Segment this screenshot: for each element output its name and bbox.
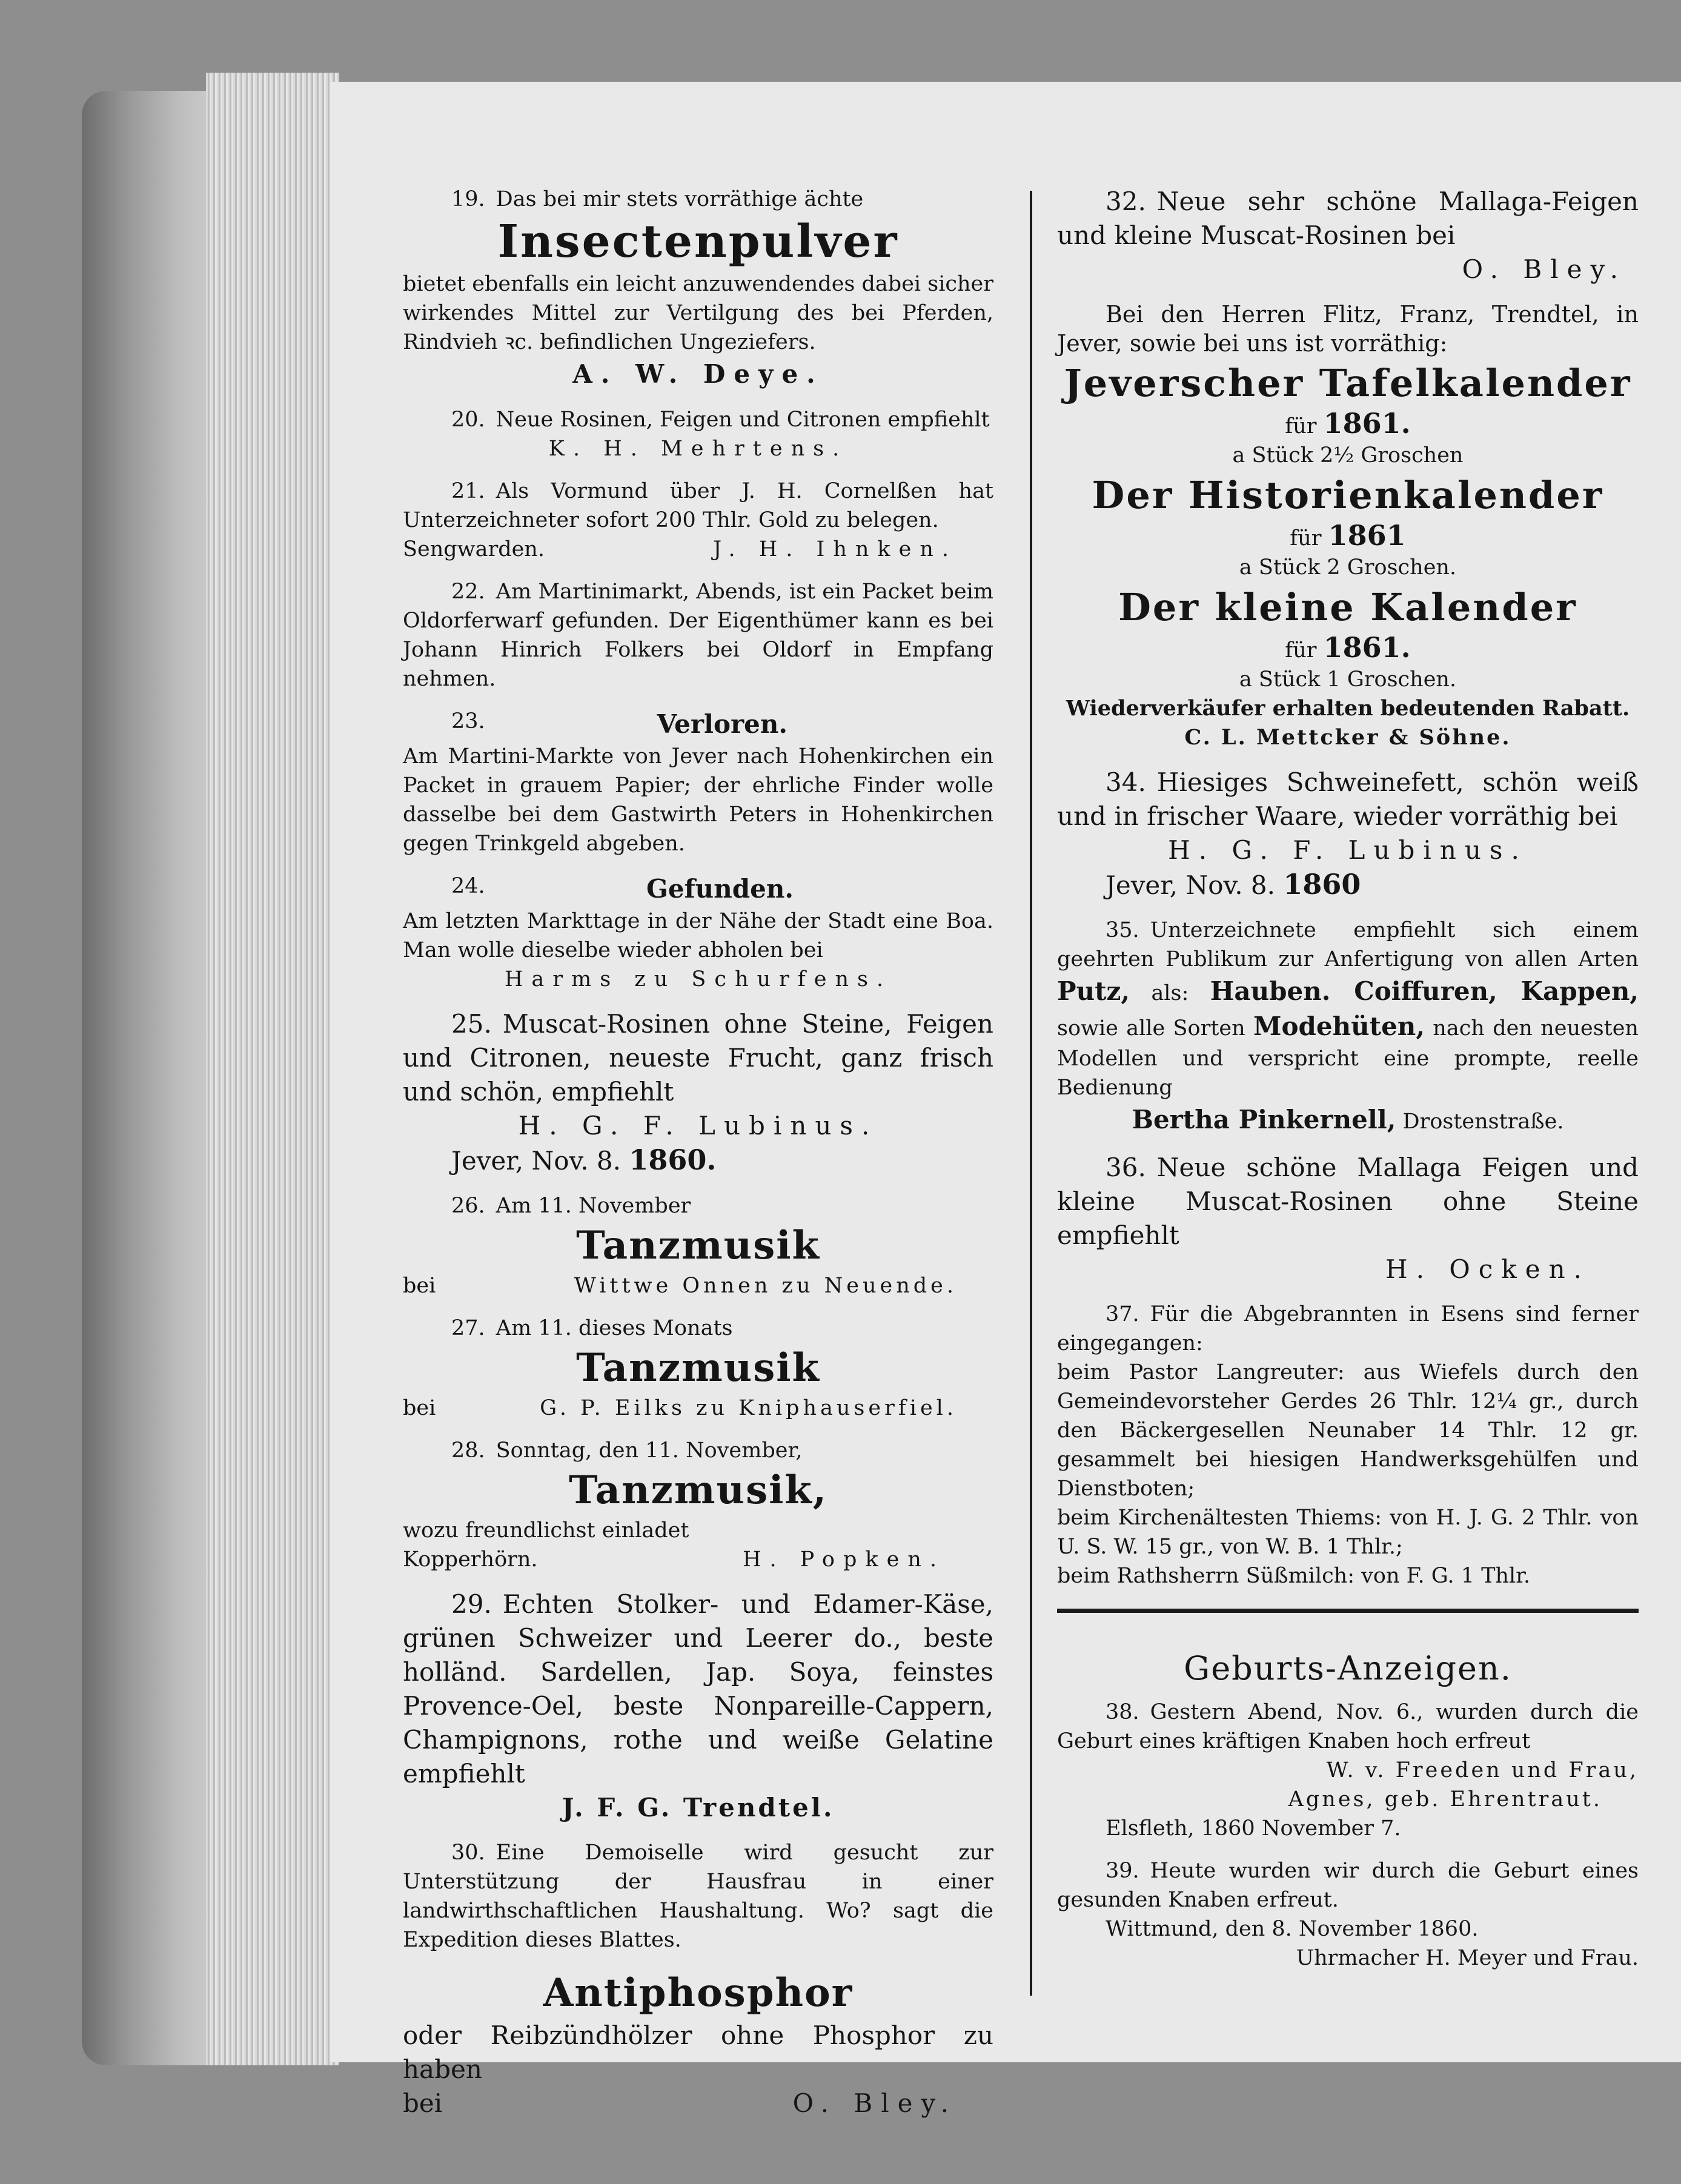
ad-30: 30. Eine Demoiselle wird gesucht zur Unterstützung der Hausfrau in einer landwirthschaftlichen Haushaltung. Wo? sagt die Expedition dieses Blattes.: [403, 1841, 993, 1952]
signature: Uhrmacher H. Meyer und Frau.: [1296, 1946, 1639, 1970]
ad-19: 19. Das bei mir stets vorräthige ächte Insectenpulver bietet ebenfalls ein leicht anzuwendendes dabei sicher wirkendes Mittel zur Vertilgung des bei Pferden, Rindvieh ꝛc. befindlichen Ungeziefers. A. W. Deye.: [403, 185, 993, 392]
ad-24: 24. Gefunden. Am letzten Markttage in der Nähe der Stadt eine Boa. Man wolle dieselbe wieder abholen bei Harms zu Schurfens.: [403, 872, 993, 994]
signature: H. G. F. Lubinus.: [518, 1111, 878, 1140]
ad-title: Tanzmusik,: [568, 1468, 828, 1513]
ad-28: 28. Sonntag, den 11. November, Tanzmusik, wozu freundlichst einladet Kopperhörn. H. Popken.: [403, 1436, 993, 1574]
signature: W. v. Freeden und Frau,: [1326, 1758, 1639, 1782]
section-rule: [1057, 1609, 1639, 1613]
ad-37: 37. Für die Abgebrannten in Esens sind ferner eingegangen: beim Pastor Langreuter: aus Wiefels durch den Gemeindevorsteher Gerdes 26 Thlr. 12¼ gr., durch den Bäckergesellen Neunaber 14 Thlr. 12 gr. gesammelt bei hiesigen Handwerksgehülfen und Dienstboten; beim Kirchenältesten Thiems: von H. J. G. 2 Thlr. von U. S. W. 15 gr., von W. B. 1 Thlr.; beim Rathsherrn Süßmilch: von F. G. 1 Thlr.: [1057, 1302, 1639, 1588]
column-divider: [1030, 191, 1032, 1996]
ad-32: 32. Neue sehr schöne Mallaga-Feigen und kleine Muscat-Rosinen bei O. Bley.: [1057, 185, 1639, 286]
ad-27: 27. Am 11. dieses Monats Tanzmusik bei G. P. Eilks zu Kniphauserfiel.: [403, 1314, 993, 1423]
section-heading: Geburts-Anzeigen.: [1184, 1649, 1512, 1687]
ad-21: 21. Als Vormund über J. H. Cornelßen hat Unterzeichneter sofort 200 Thlr. Gold zu belegen. Sengwarden. J. H. Ihnken.: [403, 477, 993, 564]
ad-title: Tanzmusik: [576, 1223, 820, 1268]
signature: O. Bley.: [1462, 254, 1626, 284]
ad-33: Bei den Herren Flitz, Franz, Trendtel, in Jever, sowie bei uns ist vorräthig: Jeverscher Tafelkalender für 1861. a Stück 2½ Groschen Der Historienkalender für 1861 a Stück 2 Groschen. Der kleine Kalender für 1861. a Stück 1 Groschen. Wiederverkäufer erhalten bedeutenden Rabatt. C. L. Mettcker & Söhne.: [1057, 300, 1639, 752]
ad-title: Tanzmusik: [576, 1345, 820, 1391]
signature: K. H. Mehrtens.: [548, 437, 848, 461]
signature: J. F. G. Trendtel.: [562, 1793, 835, 1822]
ad-36: 36. Neue schöne Mallaga Feigen und kleine Muscat-Rosinen ohne Steine empfiehlt H. Ocken.: [1057, 1151, 1639, 1286]
ad-20: 20. Neue Rosinen, Feigen und Citronen empfiehlt K. H. Mehrtens.: [403, 405, 993, 463]
signature: Harms zu Schurfens.: [504, 967, 892, 991]
ad-title: Antiphosphor: [543, 1970, 854, 2016]
signature: G. P. Eilks zu Kniphauserfiel.: [540, 1396, 957, 1420]
book-spine: [82, 91, 221, 2065]
ad-title: Insectenpulver: [497, 216, 899, 268]
ad-26: 26. Am 11. November Tanzmusik bei Wittwe Onnen zu Neuende.: [403, 1191, 993, 1300]
ad-23: 23. Verloren. Am Martini-Markte von Jever nach Hohenkirchen ein Packet in grauem Papier; der ehrliche Finder wolle dasselbe bei dem Gastwirth Peters in Hohenkirchen gegen Trinkgeld abgeben.: [403, 707, 993, 858]
ad-25: 25. Muscat-Rosinen ohne Steine, Feigen und Citronen, neueste Frucht, ganz frisch und schön, empfiehlt H. G. F. Lubinus. Jever, Nov. 8. 1860.: [403, 1009, 993, 1176]
left-column: [403, 185, 993, 2134]
signature: H. Ocken.: [1385, 1254, 1590, 1284]
signature: J. H. Ihnken.: [713, 537, 957, 561]
ad-35: 35. Unterzeichnete empfiehlt sich einem geehrten Publikum zur Anfertigung von allen Arten Putz, als: Hauben. Coiffuren, Kappen, sowie alle Sorten Modehüten, nach den neuesten Modellen und verspricht eine prompte, reelle Bedienung Bertha Pinkernell, Drostenstraße.: [1057, 918, 1639, 1134]
heading: Gefunden.: [646, 874, 794, 904]
ad-31: Antiphosphor oder Reibzündhölzer ohne Phosphor zu haben bei O. Bley.: [403, 1968, 993, 2120]
signature: Wittwe Onnen zu Neuende.: [574, 1274, 957, 1298]
signature: O. Bley.: [792, 2088, 957, 2118]
calendar-title: Der Historienkalender: [1092, 473, 1604, 517]
signature: A. W. Deye.: [572, 359, 824, 389]
ad-22: 22. Am Martinimarkt, Abends, ist ein Packet beim Oldorferwarf gefunden. Der Eigenthümer kann es bei Johann Hinrich Folkers bei Oldorf in Empfang nehmen.: [403, 580, 993, 691]
signature: Bertha Pinkernell,: [1132, 1105, 1396, 1134]
calendar-title: Jeverscher Tafelkalender: [1064, 361, 1632, 405]
right-column: [1057, 185, 1639, 1986]
signature: H. G. F. Lubinus.: [1168, 835, 1528, 865]
calendar-title: Der kleine Kalender: [1118, 585, 1577, 629]
signature: H. Popken.: [743, 1547, 945, 1572]
ad-38: 38. Gestern Abend, Nov. 6., wurden durch die Geburt eines kräftigen Knaben hoch erfreut W. v. Freeden und Frau, Agnes, geb. Ehrentraut. Elsfleth, 1860 November 7.: [1057, 1700, 1639, 1841]
heading: Verloren.: [657, 709, 787, 739]
signature: C. L. Mettcker & Söhne.: [1184, 725, 1511, 750]
ad-34: 34. Hiesiges Schweinefett, schön weiß und in frischer Waare, wieder vorräthig bei H. G. F. Lubinus. Jever, Nov. 8. 1860: [1057, 767, 1639, 901]
page-edges: [206, 73, 339, 2065]
ad-29: 29. Echten Stolker- und Edamer-Käse, grünen Schweizer und Leerer do., beste holländ. Sardellen, Jap. Soya, feinstes Provence-Oel, beste Nonpareille-Cappern, Champignons, rothe und weiße Gelatine empfiehlt J. F. G. Trendtel.: [403, 1587, 993, 1825]
ad-39: 39. Heute wurden wir durch die Geburt eines gesunden Knaben erfreut. Wittmund, den 8. November 1860. Uhrmacher H. Meyer und Frau.: [1057, 1856, 1639, 1973]
